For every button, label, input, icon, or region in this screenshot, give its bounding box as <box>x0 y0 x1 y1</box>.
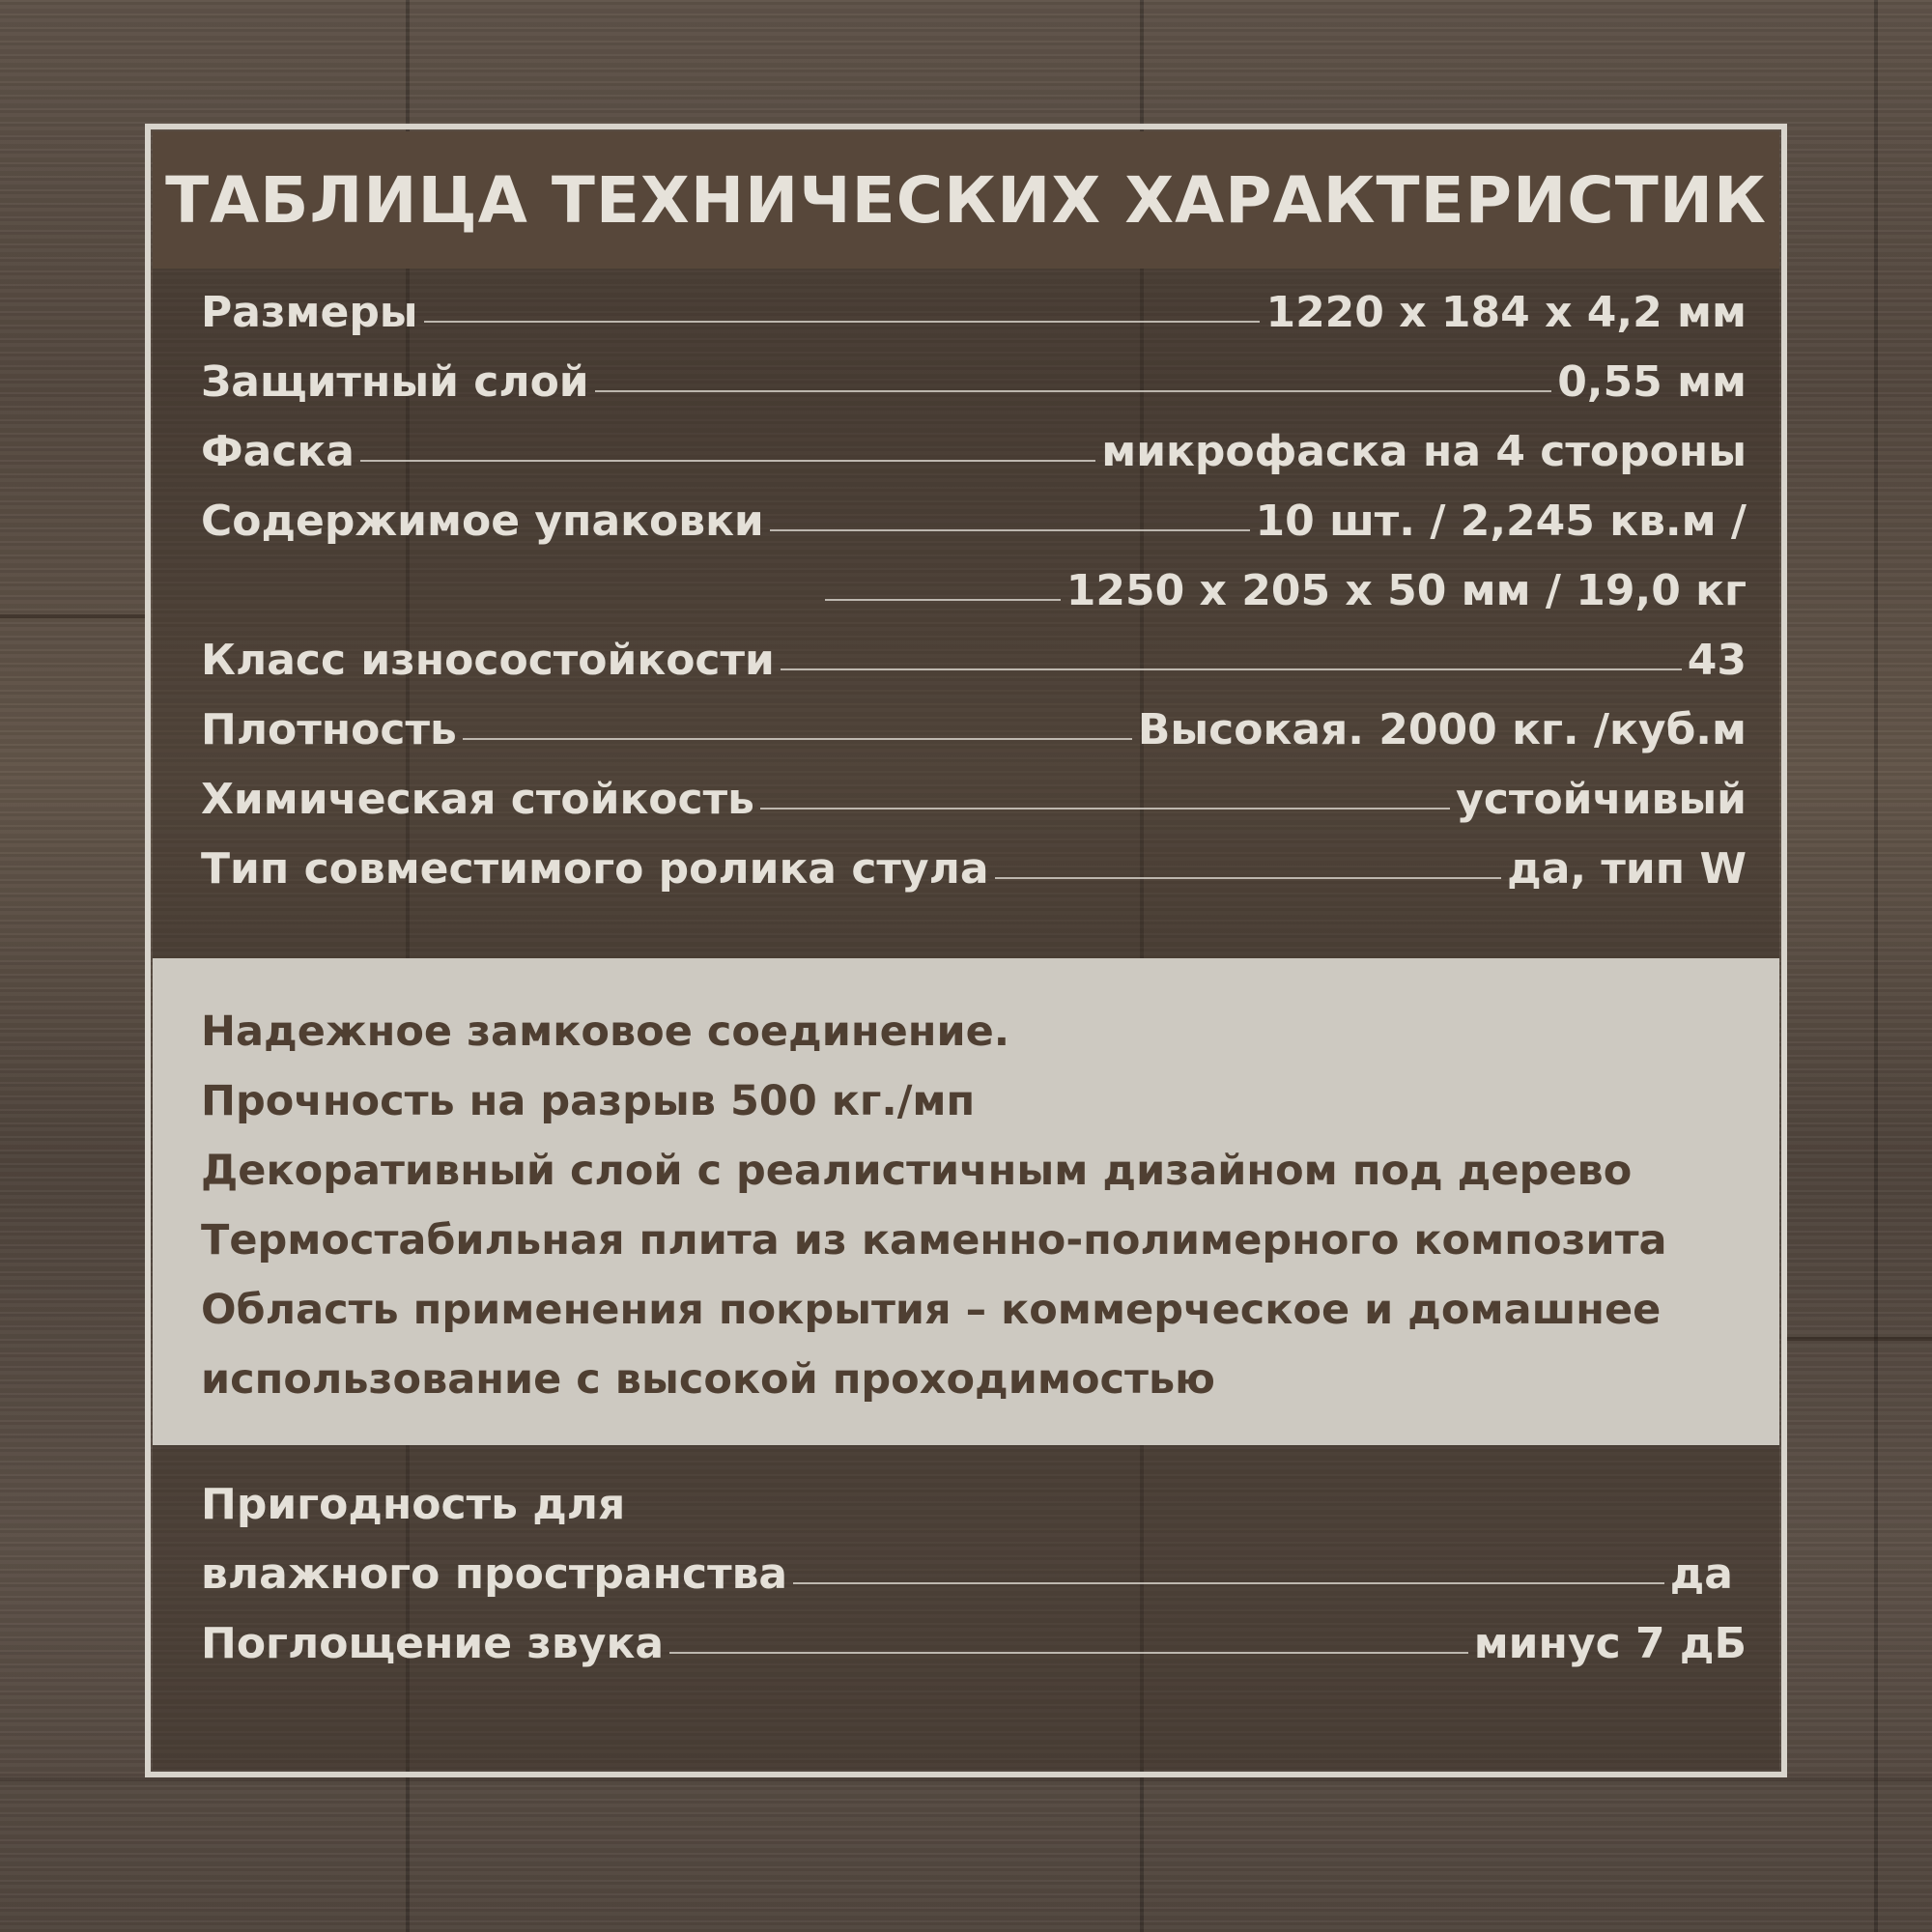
spec-value: 1250 х 205 х 50 мм / 19,0 кг <box>1065 566 1747 615</box>
spec-value: 10 шт. / 2,245 кв.м / <box>1255 497 1747 546</box>
spec-row-package <box>201 497 1747 566</box>
spec-value: да <box>1669 1549 1733 1599</box>
bottom-panel <box>153 1445 1779 1770</box>
spec-row-density <box>201 705 1747 775</box>
spec-value: да, тип W <box>1507 844 1747 894</box>
spec-label: Класс износостойкости <box>201 636 775 685</box>
feature-line: Термостабильная плита из каменно-полимерного композита <box>201 1216 1667 1264</box>
bottom-list <box>201 1480 1747 1689</box>
plank-seam <box>1787 1337 1932 1341</box>
spec-value: 1220 х 184 х 4,2 мм <box>1265 288 1747 337</box>
title-bar <box>153 131 1779 269</box>
spec-row-castor <box>201 844 1747 914</box>
leader-line <box>424 321 1261 323</box>
spec-row-sound <box>201 1619 1747 1689</box>
spec-label: Фаска <box>201 427 355 476</box>
spec-label: Размеры <box>201 288 418 337</box>
spec-row-wear-class <box>201 636 1747 705</box>
leader-line <box>463 738 1132 740</box>
spec-row-wear-layer <box>201 357 1747 427</box>
spec-label: Содержимое упаковки <box>201 497 764 546</box>
leader-line <box>595 390 1552 392</box>
feature-line: Декоративный слой с реалистичным дизайном под дерево <box>201 1147 1633 1195</box>
spec-value: микрофаска на 4 стороны <box>1101 427 1747 476</box>
spec-label: Тип совместимого ролика стула <box>201 844 989 894</box>
features-panel <box>153 958 1779 1445</box>
spec-label: Пригодность для <box>201 1480 626 1529</box>
specs-panel <box>153 269 1779 958</box>
feature-line: Область применения покрытия – коммерческое и домашнее <box>201 1286 1662 1334</box>
spec-row-dimensions <box>201 288 1747 357</box>
spec-list <box>201 288 1747 914</box>
spec-label: Защитный слой <box>201 357 589 407</box>
spec-value: Высокая. 2000 кг. /куб.м <box>1137 705 1747 754</box>
spec-label: Плотность <box>201 705 457 754</box>
leader-line <box>669 1652 1468 1654</box>
feature-line: Надежное замковое соединение. <box>201 1008 1010 1056</box>
spec-value: минус 7 дБ <box>1473 1619 1747 1668</box>
leader-line <box>760 808 1450 810</box>
plank-seam <box>0 614 145 618</box>
leader-line <box>781 668 1682 670</box>
spec-value: 43 <box>1687 636 1747 685</box>
spec-label: влажного пространства <box>201 1549 788 1599</box>
spec-value: 0,55 мм <box>1557 357 1747 407</box>
spec-label: Поглощение звука <box>201 1619 665 1668</box>
spec-row-chemical <box>201 775 1747 844</box>
spec-label: Химическая стойкость <box>201 775 754 824</box>
leader-line <box>770 529 1250 531</box>
spec-value: устойчивый <box>1456 775 1747 824</box>
feature-list <box>201 997 1747 1414</box>
leader-line <box>360 460 1095 462</box>
feature-line: Прочность на разрыв 500 кг./мп <box>201 1077 976 1125</box>
plank-seam <box>0 1777 1932 1781</box>
leader-line <box>793 1582 1664 1584</box>
spec-row-moisture <box>201 1549 1747 1619</box>
moisture-label-line <box>201 1480 1747 1549</box>
feature-line: использование с высокой проходимостью <box>201 1355 1215 1404</box>
leader-line <box>995 877 1502 879</box>
leader-line <box>825 599 1061 601</box>
spec-row-package-cont <box>201 566 1747 636</box>
page-title: ТАБЛИЦА ТЕХНИЧЕСКИХ ХАРАКТЕРИСТИК <box>165 162 1767 238</box>
spec-row-bevel <box>201 427 1747 497</box>
